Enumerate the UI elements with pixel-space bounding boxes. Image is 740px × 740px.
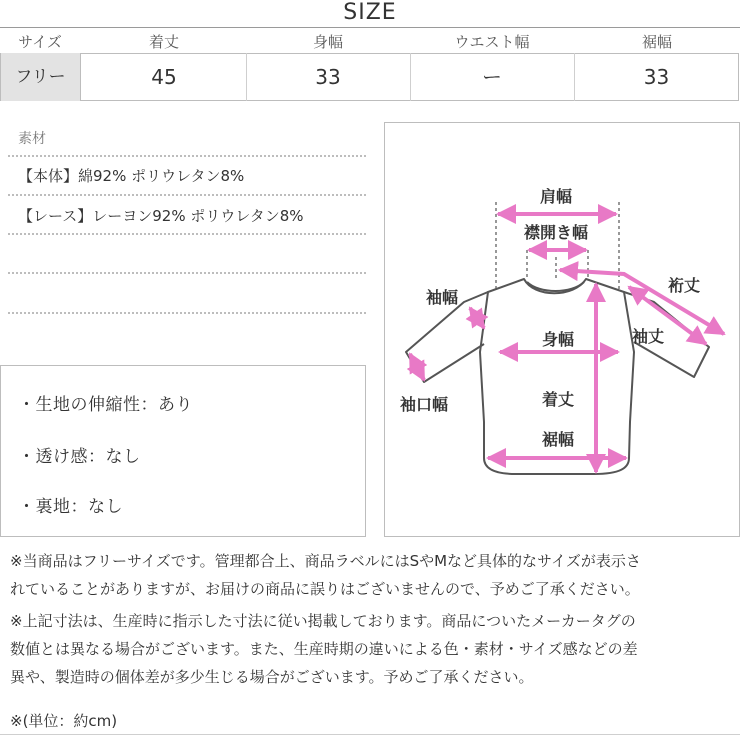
material-line-body: 【本体】綿92% ポリウレタン8% xyxy=(18,167,245,185)
table-cell-hem: 33 xyxy=(643,65,670,89)
header-size: サイズ xyxy=(18,33,62,51)
label-length: 着丈 xyxy=(541,390,575,409)
header-length: 着丈 xyxy=(148,33,179,51)
dotted-divider xyxy=(8,194,366,196)
note-free-size-line1: ※当商品はフリーサイズです。管理都合上、商品ラベルにはSやMなど具体的なサイズが表示さ xyxy=(10,552,641,570)
label-sleeve-width: 袖幅 xyxy=(426,288,459,307)
material-label: 素材 xyxy=(18,131,46,147)
label-yuki: 裄丈 xyxy=(668,276,701,295)
bottom-divider xyxy=(0,734,740,735)
material-line-lace: 【レース】レーヨン92% ポリウレタン8% xyxy=(18,207,304,225)
header-waist: ウエスト幅 xyxy=(454,33,530,51)
note-measurement-line1: ※上記寸法は、生産時に指示した寸法に従い掲載しております。商品についたメーカータグの xyxy=(10,612,636,630)
note-measurement-line3: 異や、製造時の個体差が多少生じる場合がございます。予めご了承ください。 xyxy=(10,668,534,686)
cuff-arrow xyxy=(410,354,424,380)
title-divider xyxy=(0,27,740,28)
dotted-divider xyxy=(8,312,366,314)
label-hem: 裾幅 xyxy=(541,430,575,449)
label-sleeve-length: 袖丈 xyxy=(632,327,665,346)
label-body-width: 身幅 xyxy=(541,330,575,349)
dotted-divider xyxy=(8,272,366,274)
table-cell-body-width: 33 xyxy=(315,65,341,89)
table-cell-length: 45 xyxy=(151,65,177,89)
note-free-size-line2: れていることがありますが、お届けの商品に誤りはございませんので、予めご了承ください。 xyxy=(10,580,640,598)
note-measurement-line2: 数値とは異なる場合がございます。また、生産時期の違いによる色・素材・サイズ感などの差 xyxy=(10,640,638,658)
property-stretch: ・生地の伸縮性：あり xyxy=(18,395,193,415)
garment-diagram xyxy=(384,122,740,537)
page-title: SIZE xyxy=(343,0,397,25)
property-lining: ・裏地：なし xyxy=(18,497,123,517)
label-cuff: 袖口幅 xyxy=(400,395,449,414)
table-cell-waist: ー xyxy=(482,65,502,89)
label-shoulder: 肩幅 xyxy=(539,187,573,206)
header-hem: 裾幅 xyxy=(641,33,672,51)
unit-note: ※(単位：約cm) xyxy=(10,712,118,730)
dotted-divider xyxy=(8,155,366,157)
label-neck: 襟開き幅 xyxy=(523,223,589,242)
header-body-width: 身幅 xyxy=(312,33,343,51)
table-cell-size: フリー xyxy=(1,53,81,101)
sleeve-width-arrow xyxy=(470,308,484,328)
dotted-divider xyxy=(8,233,366,235)
property-sheerness: ・透け感：なし xyxy=(18,447,141,467)
